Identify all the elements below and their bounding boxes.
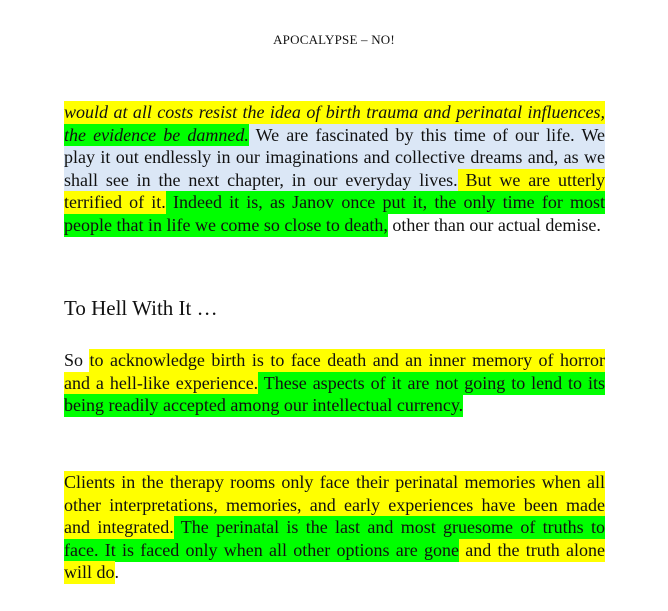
highlight-yellow: and the truth alone will do (64, 539, 605, 582)
highlight-yellow-italic: would at all costs resist the idea of birth trauma and perinatal influences, (64, 102, 605, 122)
highlight-green: These aspects of it are not going to lend to its being readily accepted among our intellectual currency. (64, 372, 605, 415)
highlight-yellow: But we are utterly terrified of it. (64, 169, 605, 212)
plain-text: other than our actual demise. (387, 214, 601, 235)
highlight-yellow: Clients in the therapy rooms only face their perinatal memories when all other interpretations, memories, and early experiences have been made and integrated. (64, 472, 605, 537)
plain-text: . (114, 562, 120, 582)
paragraph-3 (64, 471, 605, 584)
paragraph-2 (64, 349, 605, 417)
paragraph-1 (64, 101, 605, 236)
highlight-green: The perinatal is the last and most gruesome of truths to face. It is faced only when all other options are gone (64, 517, 605, 560)
plain-text: So (64, 350, 90, 370)
running-head: APOCALYPSE – NO! (273, 32, 395, 47)
section-heading: To Hell With It … (64, 296, 218, 320)
highlight-green: Indeed it is, as Janov once put it, the only time for most people that in life we come so close to death, (64, 192, 605, 235)
highlight-yellow: to acknowledge birth is to face death and an inner memory of horror and a hell-like experience. (64, 350, 605, 393)
highlight-green-italic: the evidence be damned. (64, 124, 249, 145)
highlight-blue-selection: We are fascinated by this time of our life. We play it out endlessly in our imaginations and collective dreams and, as we shall see in the next chapter, in our everyday lives. (64, 124, 606, 190)
